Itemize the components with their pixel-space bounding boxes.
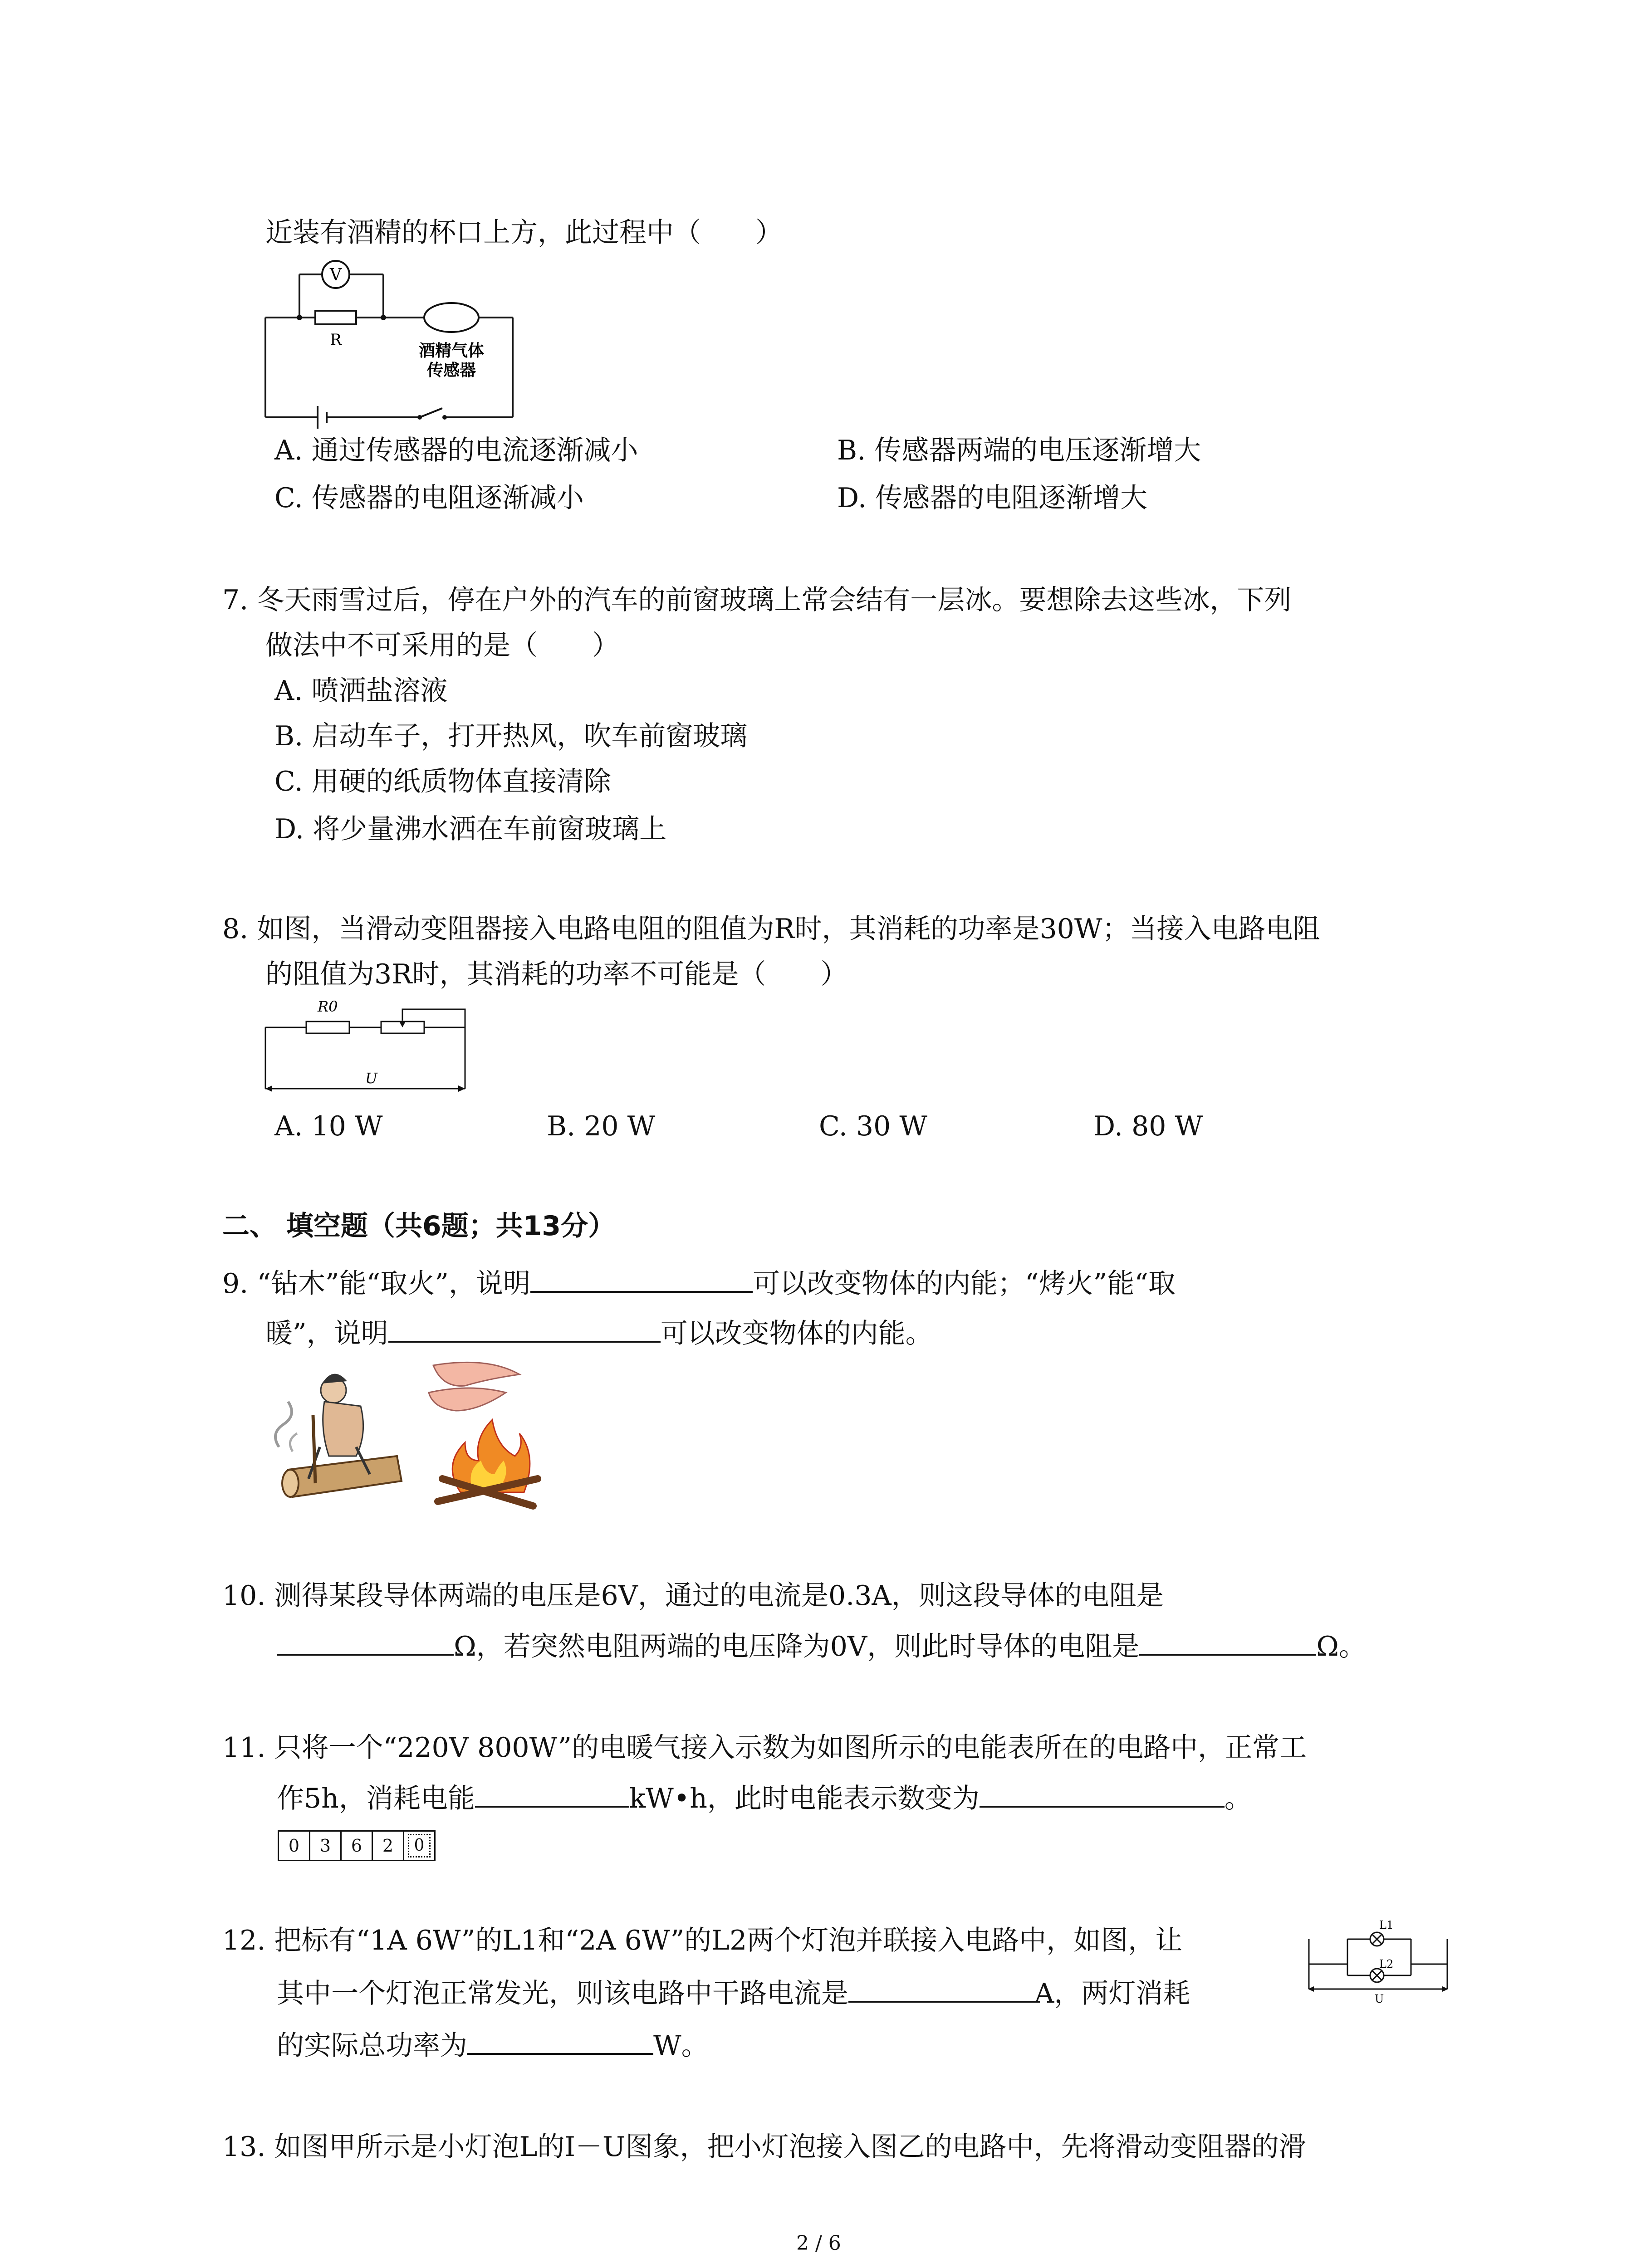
page-number: 2 / 6	[796, 2232, 841, 2255]
q9-blank-2[interactable]	[388, 1315, 661, 1343]
q7-stem-line2: 做法中不可采用的是（ ）	[265, 630, 619, 661]
meter-digit: 0	[279, 1832, 310, 1860]
q11-blank-1[interactable]	[475, 1780, 629, 1808]
q10-blank-2[interactable]	[1139, 1628, 1316, 1656]
q12-line3-b: W。	[653, 2030, 709, 2062]
q8-option-c: C. 30 W	[819, 1110, 928, 1142]
q12-l1-label: L1	[1379, 1919, 1394, 1931]
q7-option-b: B. 启动车子，打开热风，吹车前窗玻璃	[274, 720, 748, 752]
q11-line2	[277, 1780, 1252, 1816]
q8-circuit-figure	[263, 993, 472, 1102]
q13-line1: 13. 如图甲所示是小灯泡L的I－U图象，把小灯泡接入图乙的电路中，先将滑动变阻器的滑	[222, 2131, 1306, 2163]
q6-option-d: D. 传感器的电阻逐渐增大	[837, 482, 1148, 514]
q8-stem-line1: 8. 如图，当滑动变阻器接入电路电阻的阻值为R时，其消耗的功率是30W；当接入电路电阻	[222, 913, 1320, 945]
q12-circuit-figure	[1307, 1905, 1456, 2009]
q12-u-label: U	[1375, 1993, 1384, 2005]
q9-illustration	[265, 1356, 556, 1520]
q9-line1-a: 9. “钻木”能“取火”，说明	[222, 1268, 531, 1300]
q6-option-b: B. 传感器两端的电压逐渐增大	[837, 435, 1201, 466]
q8-u-label: U	[365, 1070, 377, 1087]
q6-voltmeter-label: V	[330, 266, 342, 284]
q9-blank-1[interactable]	[530, 1266, 753, 1293]
meter-decimal-cell	[404, 1832, 434, 1860]
q12-line3-a: 的实际总功率为	[277, 2030, 467, 2062]
q11-meter-display	[278, 1830, 436, 1861]
q7-stem-line1: 7. 冬天雨雪过后，停在户外的汽车的前窗玻璃上常会结有一层冰。要想除去这些冰，下列	[222, 584, 1292, 616]
q10-line1: 10. 测得某段导体两端的电压是6V，通过的电流是0.3A，则这段导体的电阻是	[222, 1580, 1164, 1612]
q6-option-a: A. 通过传感器的电流逐渐减小	[274, 435, 638, 466]
q12-line2-a: 其中一个灯泡正常发光，则该电路中干路电流是	[277, 1978, 848, 2009]
q9-line1	[222, 1266, 1176, 1301]
meter-digit: 3	[310, 1832, 342, 1860]
q12-line1: 12. 把标有“1A 6W”的L1和“2A 6W”的L2两个灯泡并联接入电路中，如图，让	[222, 1925, 1183, 1956]
q8-option-d: D. 80 W	[1093, 1110, 1203, 1142]
q6-resistor-label: R	[330, 331, 342, 349]
q8-stem-line2: 的阻值为3R时，其消耗的功率不可能是（ ）	[265, 958, 848, 990]
q12-l2-label: L2	[1379, 1958, 1394, 1970]
q12-blank-2[interactable]	[467, 2028, 653, 2055]
q7-option-c: C. 用硬的纸质物体直接清除	[274, 766, 611, 797]
q10-line2-b: Ω。	[1316, 1631, 1366, 1662]
q10-line2-a: Ω，若突然电阻两端的电压降为0V，则此时导体的电阻是	[454, 1631, 1140, 1662]
q12-line2-b: A，两灯消耗	[1034, 1978, 1190, 2009]
q12-line3	[277, 2028, 709, 2063]
meter-digit: 6	[342, 1832, 373, 1860]
section2-title: 二、 填空题（共6题；共13分）	[222, 1210, 616, 1242]
meter-digit: 0	[408, 1834, 431, 1857]
q6-option-c: C. 传感器的电阻逐渐减小	[274, 482, 584, 514]
q10-line2	[277, 1628, 1366, 1664]
q8-option-a: A. 10 W	[274, 1110, 383, 1142]
q7-option-d: D. 将少量沸水洒在车前窗玻璃上	[274, 813, 667, 845]
q11-line1: 11. 只将一个“220V 800W”的电暖气接入示数为如图所示的电能表所在的电路中，正常工	[222, 1732, 1307, 1764]
q8-option-b: B. 20 W	[547, 1110, 656, 1142]
meter-digit: 2	[373, 1832, 404, 1860]
q10-blank-1[interactable]	[277, 1628, 454, 1656]
q9-line2-a: 暖”，说明	[265, 1318, 388, 1349]
q6-stem-tail: 近装有酒精的杯口上方，此过程中（ ）	[265, 217, 783, 249]
q12-blank-1[interactable]	[848, 1975, 1034, 2003]
q8-r0-label: R0	[318, 998, 338, 1015]
q6-sensor-label-1: 酒精气体	[418, 342, 485, 360]
q9-line2	[265, 1315, 933, 1351]
q11-line2-a: 作5h，消耗电能	[277, 1783, 475, 1814]
q6-sensor-label-2: 传感器	[426, 361, 476, 380]
q7-option-a: A. 喷洒盐溶液	[274, 675, 448, 707]
q9-line2-b: 可以改变物体的内能。	[660, 1318, 933, 1349]
q11-blank-2[interactable]	[980, 1780, 1225, 1808]
q6-circuit-figure	[261, 254, 524, 431]
q11-line2-c: 。	[1224, 1783, 1252, 1814]
q12-line2	[277, 1975, 1190, 2011]
q9-line1-b: 可以改变物体的内能；“烤火”能“取	[753, 1268, 1176, 1300]
q11-line2-b: kW•h，此时电能表示数变为	[629, 1783, 980, 1814]
